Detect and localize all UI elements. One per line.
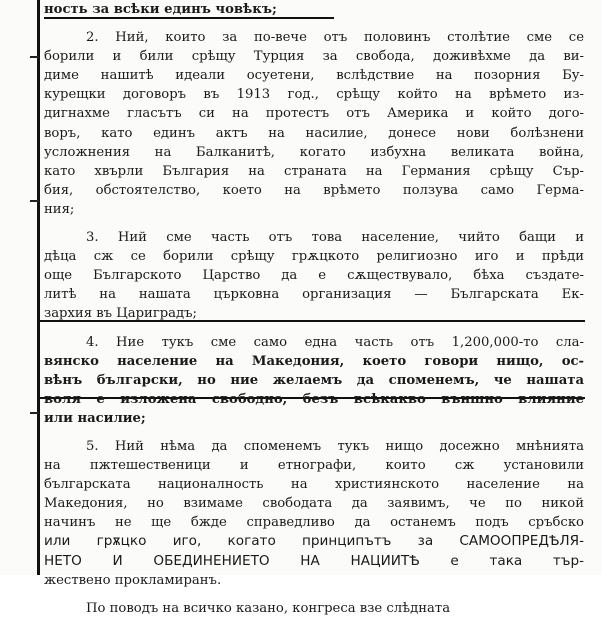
- text-line: или грѫцко иго, когато принципътъ за САМООПРЕДѢЛЯ-: [44, 533, 584, 550]
- text-line: още Българското Царство да е сѫществувало, бѣха създате-: [44, 268, 584, 284]
- text-line: борили и били срѣщу Турция за свобода, доживѣхме да ви-: [44, 49, 584, 65]
- text-line: жествено прокламиранъ.: [44, 572, 222, 588]
- text-line: ния;: [44, 201, 75, 217]
- text-line: зархия въ Цариградъ;: [44, 306, 198, 322]
- text-line: вянско население на Македония, което говори нищо, ос-: [44, 353, 584, 369]
- text-line: дигнахме гласътъ си на протестъ отъ Америка и който дого-: [44, 106, 584, 122]
- text-line: диме нашитѣ идеали осуетени, вслѣдствие на позорния Бу-: [44, 68, 584, 84]
- text-line: българската националность на християнското население на: [44, 477, 584, 493]
- text-line: ность за всѣки единъ човѣкъ;: [44, 2, 277, 17]
- paragraph-gap: [44, 324, 584, 333]
- text-line: По поводъ на всичко казано, конгреса взе слѣдната: [86, 600, 451, 616]
- text-line: бия, обстоятелство, което на врѣмето ползува само Герма-: [44, 182, 584, 198]
- text-line: начинъ не ще бжде справедливо да останемъ подъ сръбско: [44, 515, 584, 531]
- text-line: усложнения на Балканитѣ, когато избухна великата война,: [44, 144, 584, 160]
- paragraph-gap: [44, 590, 584, 599]
- text-line: НЕТО И ОБЕДИНЕНИЕТО НА НАЦИИТѢ е така тър-: [44, 552, 584, 569]
- paragraph-gap: [44, 428, 584, 437]
- text-line: литѣ на нашата църковна организация — Българската Ек-: [44, 287, 584, 303]
- text-line: 4. Ние тукъ сме само една часть отъ 1,200,000-то сла-: [86, 334, 584, 350]
- text-line: 3. Ний сме часть отъ това население, чийто бащи и: [86, 230, 584, 246]
- document-text: [44, 0, 584, 618]
- text-line: като хвърли България на страната на Германия срѣщу Сър-: [44, 163, 584, 179]
- margin-tick: [30, 56, 39, 58]
- paragraph-gap: [44, 219, 584, 228]
- text-line: 2. Ний, които за по-вече отъ половинъ столѣтие сме се: [86, 30, 584, 46]
- text-line: курещки договоръ въ 1913 год., срѣщу който на врѣмето из-: [44, 87, 584, 103]
- margin-rule: [37, 0, 40, 575]
- text-line: дѣца сж се борили срѣщу грѫцкото религиозно иго и прѣди: [44, 249, 584, 265]
- text-line: вѣнъ български, но ние желаемъ да споменемъ, че нашата: [44, 372, 584, 388]
- text-line: на пжтешественици и етнографи, които сж установили: [44, 458, 584, 474]
- margin-tick: [30, 200, 39, 202]
- margin-tick: [30, 412, 39, 414]
- text-line: Македония, но взимаме свободата да заявимъ, че по никой: [44, 496, 584, 512]
- text-line: 5. Ний нѣма да споменемъ тукъ нищо досежно мнѣнията: [86, 438, 584, 454]
- paragraph-gap: [44, 19, 584, 28]
- text-line: воля е изложена свободно, безъ всѣкакво външно влияние: [44, 391, 584, 407]
- text-line: воръ, като единъ актъ на насилие, донесе нови болѣзнени: [44, 125, 584, 141]
- text-line: или насилие;: [44, 410, 146, 426]
